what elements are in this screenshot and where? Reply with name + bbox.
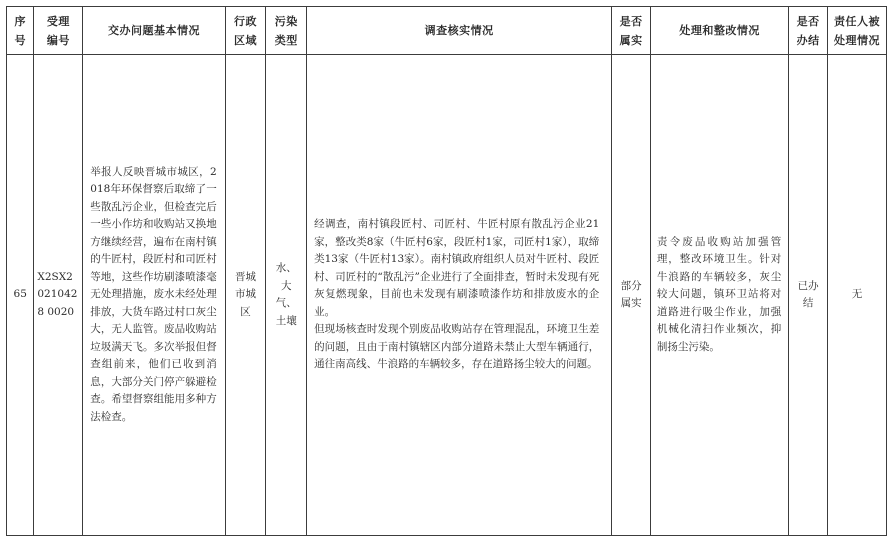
cell-fix: 责令废品收购站加强管理，整改环境卫生。针对牛浪路的车辆较多，灰尘较大问题，镇环卫站将对道路进行吸尘作业，加强机械化清扫作业频次，抑制扬尘污染。 [650, 55, 788, 536]
cell-check: 经调查，南村镇段匠村、司匠村、牛匠村原有散乱污企业21家，整改类8家（牛匠村6家，段匠村1家，司匠村1家），取缔类13家（牛匠村13家）。南村镇政府组织人员对牛匠村、段匠村、司匠村的“散乱污”企业进行了全面排查，暂时未发现有死灰复燃现象，目前也未发现有刷漆喷漆作坊和排放废水的企业。 但现场核查时发现个别废品收购站存在管理混乱，环境卫生差的问题，且由于南村镇辖区内部分道路未禁止大型车辆通行，通往南高线、牛浪路的车辆较多，存在道路扬尘较大的问题。 [307, 55, 612, 536]
cell-done: 已办结 [789, 55, 828, 536]
header-resp: 责任人被处理情况 [827, 7, 886, 55]
complaint-table [6, 6, 887, 536]
header-no: 序号 [7, 7, 34, 55]
header-id: 受理编号 [34, 7, 83, 55]
header-is-true: 是否属实 [612, 7, 651, 55]
cell-is-true: 部分属实 [612, 55, 651, 536]
header-fix: 处理和整改情况 [650, 7, 788, 55]
cell-id: X2SX20210428 0020 [34, 55, 83, 536]
header-row [7, 7, 887, 55]
header-desc: 交办问题基本情况 [83, 7, 225, 55]
cell-type: 水、大气、土壤 [266, 55, 307, 536]
cell-resp: 无 [827, 55, 886, 536]
cell-desc: 举报人反映晋城市城区，2018年环保督察后取缔了一些散乱污企业，但检查完后一些小作坊和收购站又换地方继续经营，遍布在南村镇的牛匠村，段匠村和司匠村等地，这些作坊刷漆喷漆毫无处理措施，废水未经处理排放，大货车路过村口灰尘大，无人监管。废品收购站垃圾满天飞。多次举报但督查组前来，他们已收到消息，大部分关门停产躲避检查。希望督察组能用多种方法检查。 [83, 55, 225, 536]
header-check: 调查核实情况 [307, 7, 612, 55]
header-type: 污染类型 [266, 7, 307, 55]
cell-no: 65 [7, 55, 34, 536]
table-row [7, 55, 887, 536]
header-done: 是否办结 [789, 7, 828, 55]
cell-area: 晋城市城区 [225, 55, 266, 536]
header-area: 行政区域 [225, 7, 266, 55]
